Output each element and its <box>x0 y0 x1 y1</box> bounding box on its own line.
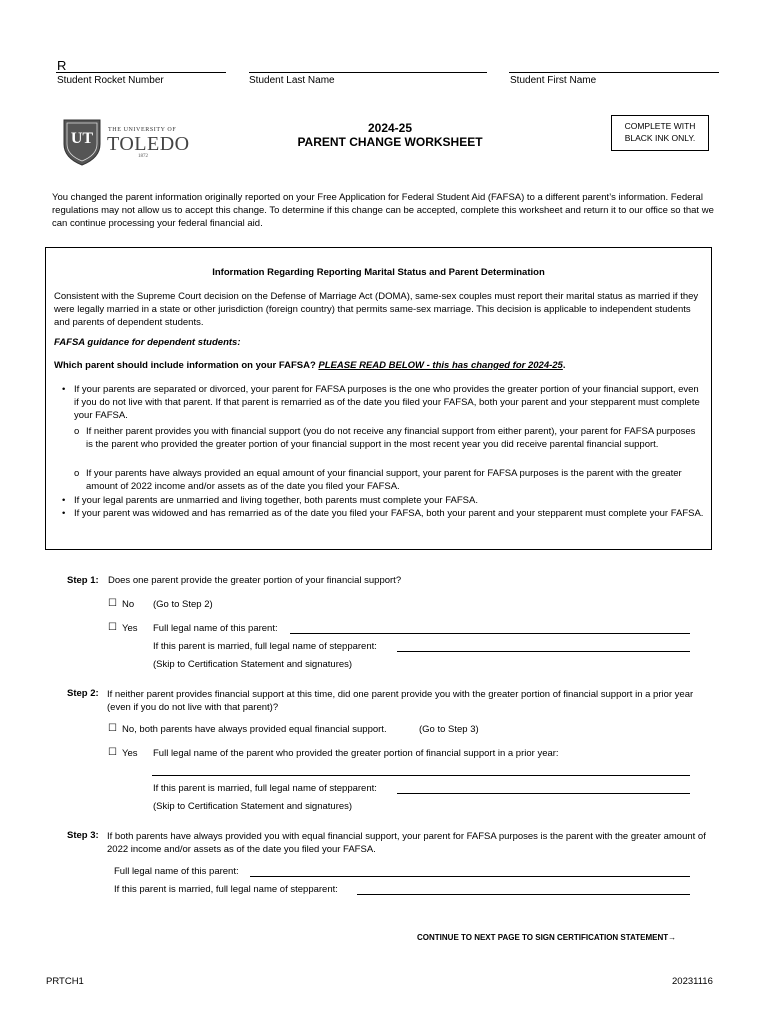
step3-stepparent-name-field[interactable] <box>357 894 690 895</box>
ink-note-box <box>611 115 709 151</box>
step3-parent-name-field[interactable] <box>250 876 690 877</box>
intro-paragraph: You changed the parent information originally reported on your Free Application for Federal Student Aid (FAFSA) to a different parent’s information. Federal regulations may not allow us to accept this change. To determine if this change can be accepted, complete this worksheet and return it to our office so that we can continue processing your federal financial aid. <box>52 192 714 229</box>
bullet-icon: • <box>62 508 66 519</box>
continue-note <box>417 933 676 942</box>
logo-monogram: UT <box>70 130 94 147</box>
first-name-field[interactable] <box>509 72 719 73</box>
info-heading: Information Regarding Reporting Marital Status and Parent Determination <box>212 267 545 278</box>
step2-yes-label: Yes <box>122 748 138 759</box>
sub-bullet-no-support: If neither parent provides you with financial support (you do not receive any financial support from either parent), your parent for FAFSA purposes is the parent who provided the greater portion of your financial support in the most recent year you did receive parental financial support. <box>86 426 696 450</box>
last-name-label: Student Last Name <box>249 75 335 86</box>
first-name-label: Student First Name <box>510 75 597 86</box>
step2-name-label: Full legal name of the parent who provided the greater portion of financial support in a prior year: <box>153 748 559 759</box>
ink-note: COMPLETE WITH BLACK INK ONLY. <box>624 121 696 143</box>
step1-no-note: (Go to Step 2) <box>153 599 213 610</box>
sub-bullet-equal-support: If your parents have always provided an equal amount of your financial support, your parent for FAFSA purposes is the parent with the greater amount of 2022 income and/or assets as of the date you filed your FAFSA. <box>86 468 682 492</box>
arrow-right-icon: → <box>668 933 677 942</box>
bullet-widowed: If your parent was widowed and has remarried as of the date you filed your FAFSA, both your parent and your stepparent must complete your FAFSA. <box>74 508 704 519</box>
step3-question: If both parents have always provided you with equal financial support, your parent for FAFSA purposes is the parent with the greater amount of 2022 income and/or assets as of the date you filed your FAFSA. <box>107 831 706 855</box>
last-name-field[interactable] <box>249 72 487 73</box>
step1-no-checkbox[interactable]: ☐ <box>108 598 117 609</box>
guidance-question: Which parent should include information on your FAFSA? PLEASE READ BELOW - this has changed for 2024-25. <box>54 360 566 371</box>
logo-line2: TOLEDO <box>107 133 190 155</box>
question-note: PLEASE READ BELOW - this has changed for 2024-25 <box>318 360 563 371</box>
bullet-icon: • <box>62 495 66 506</box>
guidance-title: FAFSA guidance for dependent students: <box>54 337 241 348</box>
step2-stepparent-name-field[interactable] <box>397 793 690 794</box>
step1-yes-checkbox[interactable]: ☐ <box>108 622 117 633</box>
question-text: Which parent should include information on your FAFSA? <box>54 360 316 371</box>
logo-line1: THE UNIVERSITY OF <box>108 127 177 133</box>
step3-name-label: Full legal name of this parent: <box>114 866 239 877</box>
step1-skip-note: (Skip to Certification Statement and signatures) <box>153 659 353 670</box>
step2-parent-name-field[interactable] <box>152 775 690 776</box>
step1-stepparent-name-field[interactable] <box>397 651 690 652</box>
form-code: PRTCH1 <box>46 976 84 987</box>
form-version-date: 20231116 <box>672 976 713 987</box>
step1-label: Step 1: <box>67 575 99 586</box>
bullet-separated-divorced: If your parents are separated or divorced, your parent for FAFSA purposes is the one who provides the greater portion of your financial support, even if you do not live with that parent. If that parent is remarried as of the date you filed your FAFSA, both your parent and your stepparent must complete your FAFSA. <box>74 384 700 421</box>
step2-skip-note: (Skip to Certification Statement and signatures) <box>153 801 353 812</box>
bullet-icon: • <box>62 384 66 395</box>
step1-question: Does one parent provide the greater portion of your financial support? <box>108 575 402 586</box>
step1-stepparent-label: If this parent is married, full legal name of stepparent: <box>153 641 377 652</box>
doma-paragraph: Consistent with the Supreme Court decision on the Defense of Marriage Act (DOMA), same-sex couples must report their marital status as married if they were legally married in a state or other jurisdiction (foreign country) that permits same-sex marriage. This decision is applicable to independent students and parents of dependent students. <box>54 291 699 328</box>
continue-text: CONTINUE TO NEXT PAGE TO SIGN CERTIFICATION STATEMENT <box>417 933 669 942</box>
step2-no-note: (Go to Step 3) <box>419 724 479 735</box>
worksheet-year: 2024-25 <box>367 121 413 135</box>
university-logo <box>62 118 190 168</box>
step2-stepparent-label: If this parent is married, full legal name of stepparent: <box>153 783 377 794</box>
step3-stepparent-label: If this parent is married, full legal name of stepparent: <box>114 884 338 895</box>
rocket-number-field[interactable] <box>56 72 226 73</box>
sub-bullet-icon: o <box>74 468 80 479</box>
step2-no-label: No, both parents have always provided equal financial support. <box>122 724 387 735</box>
step1-yes-label: Yes <box>122 623 138 634</box>
bullet-unmarried: If your legal parents are unmarried and living together, both parents must complete your FAFSA. <box>74 495 478 506</box>
step1-name-label: Full legal name of this parent: <box>153 623 278 634</box>
step2-question: If neither parent provides financial support at this time, did one parent provide you with the greater portion of financial support in a prior year (even if you do not live with that parent)? <box>107 689 694 713</box>
rocket-prefix: R <box>57 58 67 73</box>
step2-no-checkbox[interactable]: ☐ <box>108 723 117 734</box>
step2-yes-checkbox[interactable]: ☐ <box>108 747 117 758</box>
page-title: PARENT CHANGE WORKSHEET <box>297 135 483 149</box>
step1-parent-name-field[interactable] <box>290 633 690 634</box>
logo-year: 1872 <box>138 154 148 159</box>
rocket-number-label: Student Rocket Number <box>57 75 164 86</box>
step1-no-label: No <box>122 599 135 610</box>
sub-bullet-icon: o <box>74 426 80 437</box>
step2-label: Step 2: <box>67 688 99 699</box>
step3-label: Step 3: <box>67 830 99 841</box>
